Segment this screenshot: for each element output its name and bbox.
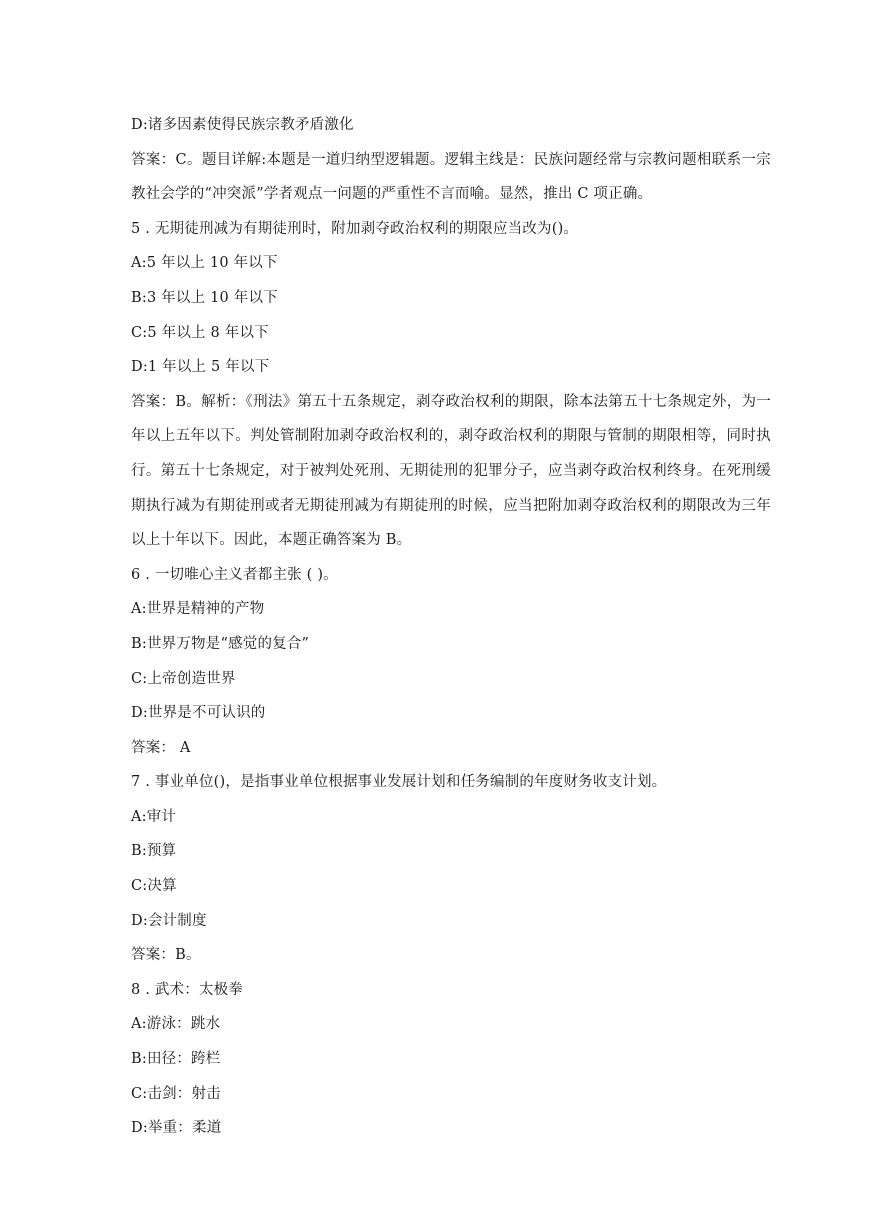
- q5-question: 5 . 无期徒刑减为有期徒刑时，附加剥夺政治权利的期限应当改为()。: [131, 220, 579, 237]
- q5-option-a: A:5 年以上 10 年以下: [131, 255, 278, 272]
- page-content: [131, 108, 771, 1146]
- q5-option-b: B:3 年以上 10 年以下: [131, 289, 278, 306]
- q6-option-a: A:世界是精神的产物: [131, 601, 265, 618]
- q8-option-a: A:游泳：跳水: [131, 1016, 221, 1033]
- q7-question: 7 . 事业单位()，是指事业单位根据事业发展计划和任务编制的年度财务收支计划。: [131, 774, 667, 791]
- q8-option-c: C:击剑：射击: [131, 1085, 221, 1102]
- q7-option-c: C:决算: [131, 878, 177, 895]
- q4-option-d: D:诸多因素使得民族宗教矛盾激化: [131, 117, 354, 133]
- q7-answer: 答案：B。: [131, 947, 201, 964]
- q6-answer: 答案： A: [131, 739, 191, 756]
- q4-answer: 答案：C。题目详解:本题是一道归纳型逻辑题。逻辑主线是：民族问题经常与宗教问题相联系一宗教社会学的“冲突派”学者观点一问题的严重性不言而喻。显然，推出 C 项正确。: [131, 151, 771, 203]
- q5-answer: 答案：B。解析：《刑法》第五十五条规定，剥夺政治权利的期限，除本法第五十七条规定外，为一年以上五年以下。判处管制附加剥夺政治权利的，剥夺政治权利的期限与管制的期限相等，同时执行。第五十七条规定，对于被判处死刑、无期徒刑的犯罪分子，应当剥夺政治权利终身。在死刑缓期执行减为有期徒刑或者无期徒刑减为有期徒刑的时候，应当把附加剥夺政治权利的期限改为三年以上十年以下。因此，本题正确答案为 B。: [131, 393, 771, 549]
- q5-option-d: D:1 年以上 5 年以下: [131, 359, 270, 376]
- q7-option-a: A:审计: [131, 808, 177, 825]
- q8-question: 8 . 武术：太极拳: [131, 981, 244, 998]
- q7-option-d: D:会计制度: [131, 912, 207, 929]
- q8-option-b: B:田径：跨栏: [131, 1051, 221, 1068]
- q6-option-d: D:世界是不可认识的: [131, 705, 266, 722]
- q8-option-d: D:举重：柔道: [131, 1120, 222, 1137]
- q5-option-c: C:5 年以上 8 年以下: [131, 324, 269, 341]
- q6-option-c: C:上帝创造世界: [131, 670, 236, 687]
- q6-question: 6 . 一切唯心主义者都主张 ( )。: [131, 566, 338, 583]
- q6-option-b: B:世界万物是“感觉的复合”: [131, 635, 310, 652]
- q7-option-b: B:预算: [131, 843, 177, 860]
